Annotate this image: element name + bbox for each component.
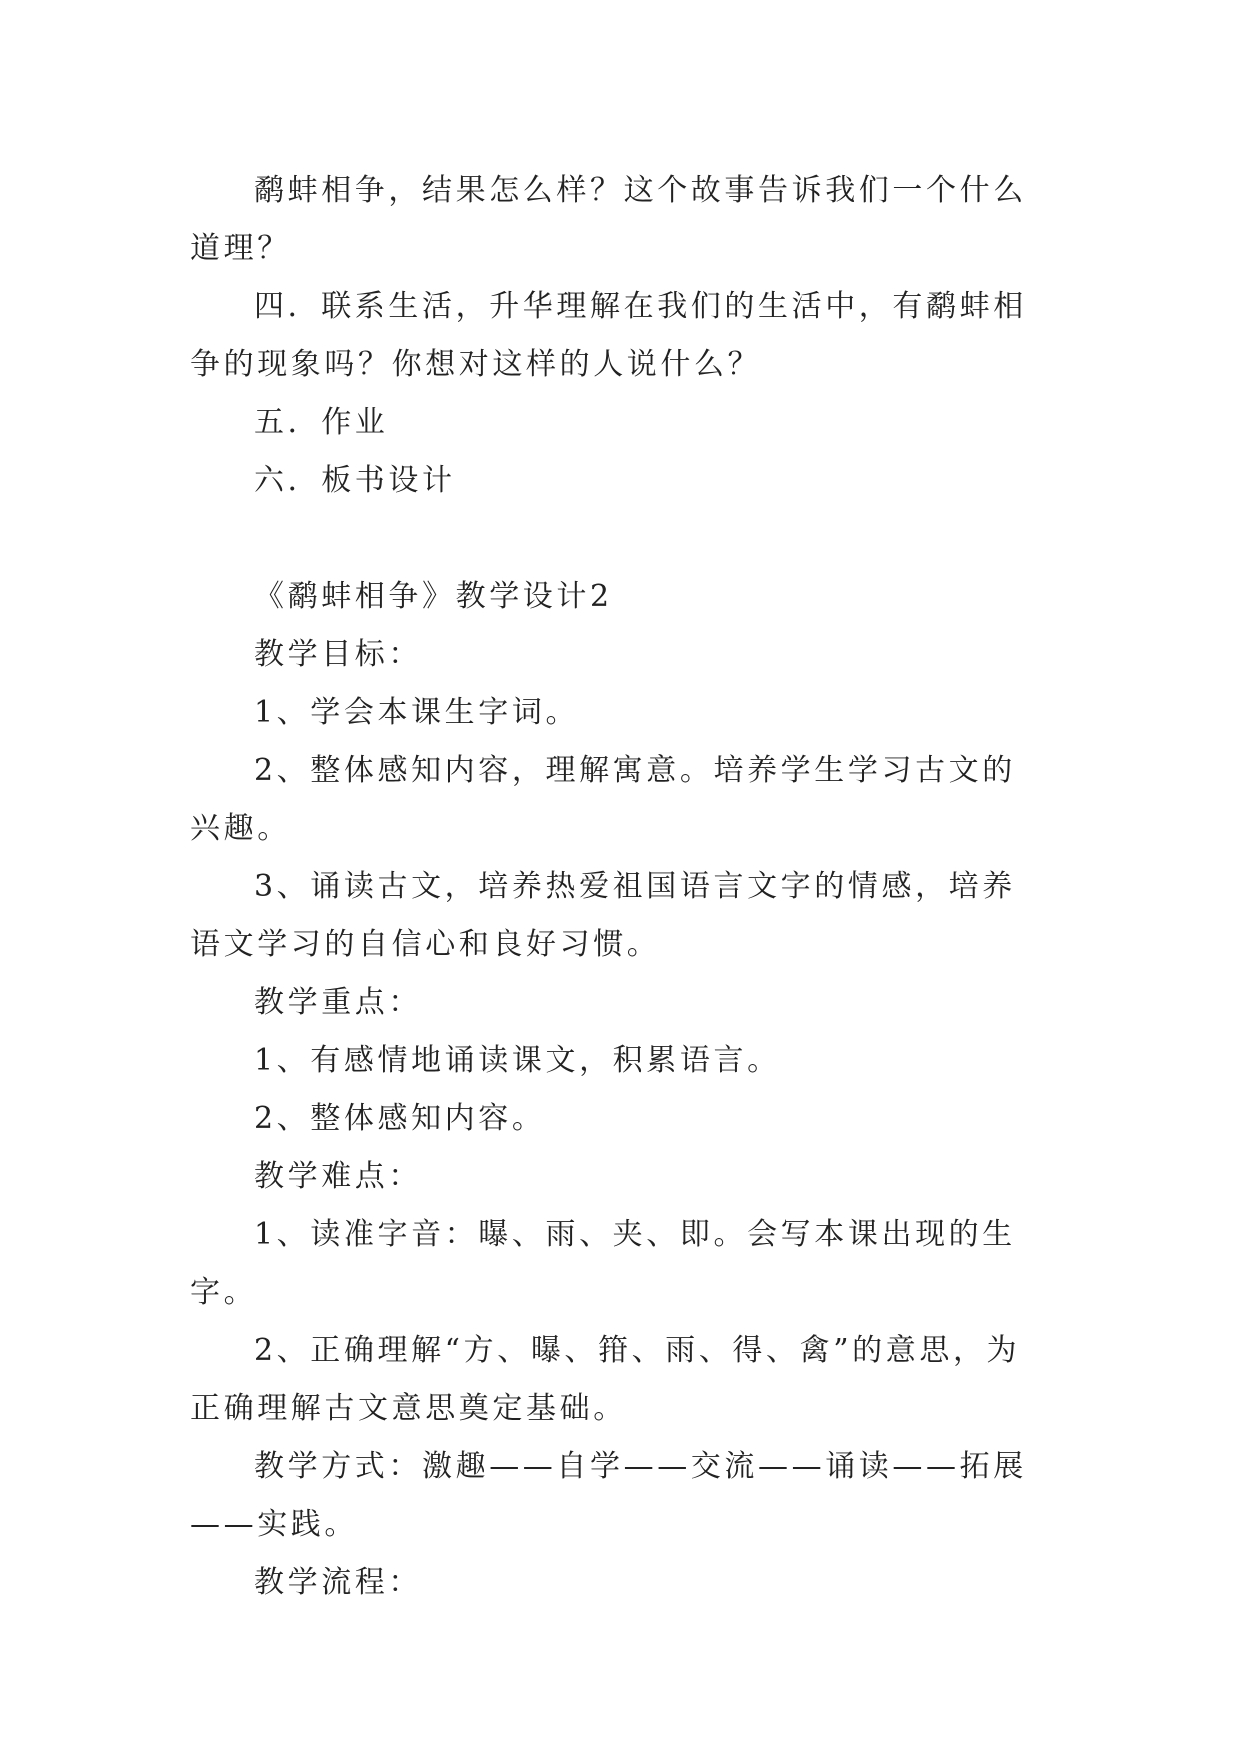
document-body xyxy=(190,162,1048,1612)
paragraph-objective-1: 1、学会本课生字词。 xyxy=(254,695,580,730)
paragraph-objective-3: 3、诵读古文，培养热爱祖国语言文字的情感，培养语文学习的自信心和良好习惯。 xyxy=(190,869,1016,962)
paragraph-difficulty-1: 1、读准字音：曝、雨、夹、即。会写本课出现的生字。 xyxy=(190,1217,1016,1310)
paragraph-section-four: 四．联系生活，升华理解在我们的生活中，有鹬蚌相争的现象吗？你想对这样的人说什么？ xyxy=(190,289,1027,382)
paragraph-difficulty-2: 2、正确理解“方、曝、箝、雨、得、禽”的意思，为正确理解古文意思奠定基础。 xyxy=(190,1333,1021,1426)
paragraph-key-points-heading: 教学重点： xyxy=(254,985,422,1020)
paragraph-objective-2: 2、整体感知内容，理解寓意。培养学生学习古文的兴趣。 xyxy=(190,753,1016,846)
paragraph-difficulties-heading: 教学难点： xyxy=(254,1159,422,1194)
paragraph-story-question: 鹬蚌相争，结果怎么样？这个故事告诉我们一个什么道理？ xyxy=(190,173,1027,266)
paragraph-key-point-1: 1、有感情地诵读课文，积累语言。 xyxy=(254,1043,781,1078)
blank-line xyxy=(190,510,1048,568)
paragraph-key-point-2: 2、整体感知内容。 xyxy=(254,1101,546,1136)
paragraph-section-six: 六．板书设计 xyxy=(254,463,456,498)
paragraph-teaching-process: 教学流程： xyxy=(254,1565,422,1600)
paragraph-section-five: 五．作业 xyxy=(254,405,389,440)
section-title: 《鹬蚌相争》教学设计2 xyxy=(254,579,613,614)
paragraph-teaching-method: 教学方式：激趣——自学——交流——诵读——拓展——实践。 xyxy=(190,1449,1027,1542)
paragraph-objectives-heading: 教学目标： xyxy=(254,637,422,672)
